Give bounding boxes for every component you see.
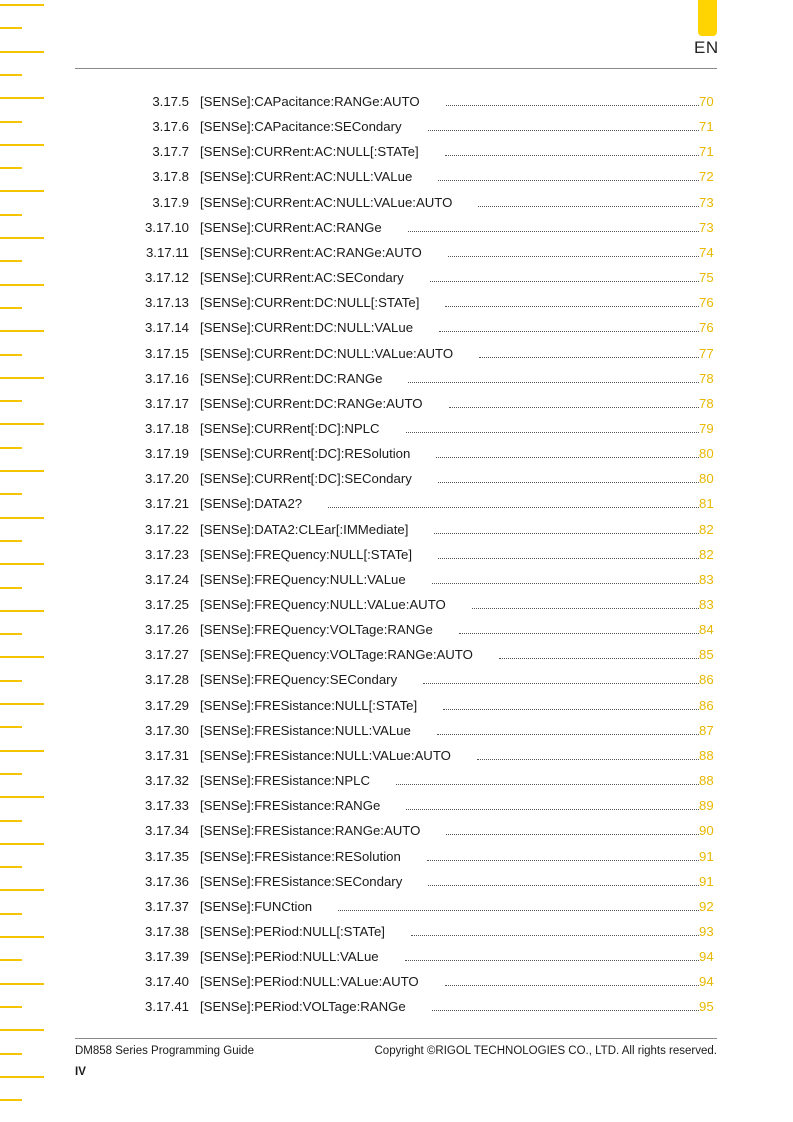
toc-entry-page[interactable]: 87 [699, 722, 714, 738]
toc-entry-page[interactable]: 79 [699, 420, 714, 436]
toc-dot-leader [432, 1010, 699, 1011]
footer-doc-title: DM858 Series Programming Guide [75, 1045, 254, 1057]
toc-entry-number: 3.17.34 [145, 823, 189, 839]
toc-dot-leader [423, 683, 699, 684]
toc-entry-page[interactable]: 73 [699, 194, 714, 210]
footer-copyright: Copyright ©RIGOL TECHNOLOGIES CO., LTD. All rights reserved. [374, 1045, 717, 1057]
toc-entry-title[interactable]: [SENSe]:FREQuency:NULL:VALue:AUTO [200, 597, 446, 612]
toc-entry-number: 3.17.39 [145, 949, 189, 965]
toc-entry[interactable] [0, 317, 793, 339]
toc-entry-title[interactable]: [SENSe]:CURRent:AC:NULL:VALue [200, 169, 413, 185]
toc-entry-number: 3.17.5 [152, 94, 189, 109]
toc-dot-leader [406, 809, 699, 810]
toc-dot-leader [396, 784, 699, 785]
toc-dot-leader [445, 155, 699, 156]
toc-entry-title[interactable]: [SENSe]:CURRent:AC:NULL:VALue:AUTO [200, 194, 453, 210]
toc-entry-number: 3.17.33 [145, 798, 189, 814]
ruler-tick [0, 214, 22, 216]
ruler-tick [0, 74, 22, 76]
toc-entry-page[interactable]: 91 [699, 873, 714, 889]
toc-entry-number: 3.17.9 [152, 194, 189, 210]
toc-entry-number: 3.17.16 [145, 370, 189, 386]
toc-dot-leader [439, 331, 699, 332]
toc-entry-number: 3.17.41 [145, 999, 189, 1015]
toc-entry[interactable] [0, 493, 793, 515]
toc-entry-title[interactable]: [SENSe]:FRESistance:NPLC [200, 773, 371, 789]
toc-entry-page[interactable]: 82 [699, 521, 714, 537]
toc-entry-number: 3.17.37 [145, 898, 189, 914]
toc-entry-title[interactable]: [SENSe]:CAPacitance:SECondary [200, 119, 402, 135]
toc-entry[interactable] [0, 971, 793, 993]
ruler-tick [0, 843, 44, 845]
toc-entry-title[interactable]: [SENSe]:FREQuency:NULL[:STATe] [200, 546, 413, 562]
toc-entry-title[interactable]: [SENSe]:PERiod:VOLTage:RANGe [200, 999, 406, 1015]
toc-dot-leader [448, 256, 699, 257]
toc-entry[interactable] [0, 820, 793, 842]
toc-entry-page[interactable]: 94 [699, 974, 714, 990]
toc-entry-number: 3.17.26 [145, 622, 189, 638]
toc-entry-title[interactable]: [SENSe]:PERiod:NULL[:STATe] [200, 923, 385, 939]
toc-dot-leader [405, 960, 699, 961]
toc-entry[interactable] [0, 443, 793, 465]
toc-entry-title[interactable]: [SENSe]:FREQuency:VOLTage:RANGe:AUTO [200, 647, 473, 663]
toc-entry-page[interactable]: 88 [699, 747, 714, 763]
toc-dot-leader [432, 583, 699, 584]
toc-dot-leader [438, 558, 699, 559]
toc-entry-page[interactable]: 72 [699, 169, 714, 185]
toc-entry-number: 3.17.30 [145, 722, 189, 738]
toc-entry-number: 3.17.21 [145, 496, 189, 512]
toc-dot-leader [438, 482, 699, 483]
toc-entry-page[interactable]: 86 [699, 697, 714, 713]
toc-entry-number: 3.17.8 [152, 169, 189, 185]
toc-entry-title[interactable]: [SENSe]:DATA2:CLEar[:IMMediate] [200, 521, 409, 537]
toc-entry-number: 3.17.19 [145, 446, 189, 462]
toc-entry-page[interactable]: 81 [699, 496, 714, 512]
toc-entry-page[interactable]: 86 [699, 672, 714, 688]
toc-entry-number: 3.17.14 [145, 320, 189, 336]
language-tab-marker [698, 0, 717, 36]
ruler-tick [0, 1076, 44, 1078]
toc-dot-leader [427, 860, 699, 861]
toc-entry-page[interactable]: 77 [699, 345, 714, 361]
toc-entry-title[interactable]: [SENSe]:FREQuency:VOLTage:RANGe [200, 622, 433, 638]
toc-entry[interactable] [0, 770, 793, 792]
toc-entry-title[interactable]: [SENSe]:FRESistance:NULL[:STATe] [200, 697, 418, 713]
toc-dot-leader [411, 935, 699, 936]
toc-dot-leader [449, 407, 699, 408]
toc-entry-title[interactable]: [SENSe]:DATA2? [200, 496, 303, 512]
toc-entry-title[interactable]: [SENSe]:FUNCtion [200, 898, 313, 914]
toc-entry[interactable] [0, 166, 793, 188]
toc-entry-title[interactable]: [SENSe]:CURRent:DC:RANGe:AUTO [200, 395, 423, 411]
toc-entry-title[interactable]: [SENSe]:FRESistance:SECondary [200, 873, 403, 889]
toc-entry[interactable] [0, 921, 793, 943]
toc-entry-title[interactable]: [SENSe]:FRESistance:NULL:VALue:AUTO [200, 747, 451, 763]
toc-entry[interactable] [0, 343, 793, 365]
ruler-tick [0, 51, 44, 53]
toc-entry-page[interactable]: 76 [699, 295, 714, 311]
toc-entry[interactable] [0, 116, 793, 138]
toc-entry[interactable] [0, 141, 793, 163]
toc-entry-number: 3.17.25 [145, 597, 189, 612]
toc-entry-number: 3.17.11 [145, 244, 189, 260]
toc-entry-page[interactable]: 78 [699, 370, 714, 386]
toc-entry-title[interactable]: [SENSe]:FRESistance:RESolution [200, 848, 401, 864]
toc-entry-number: 3.17.17 [145, 395, 189, 411]
toc-entry-page[interactable]: 83 [699, 571, 714, 587]
toc-entry-page[interactable]: 92 [699, 898, 714, 914]
toc-dot-leader [406, 432, 699, 433]
toc-entry[interactable] [0, 91, 793, 113]
toc-entry-page[interactable]: 88 [699, 773, 714, 789]
toc-entry[interactable] [0, 192, 793, 214]
toc-dot-leader [428, 885, 699, 886]
toc-entry-title[interactable]: [SENSe]:CURRent[:DC]:SECondary [200, 471, 412, 487]
toc-entry-title[interactable]: [SENSe]:PERiod:NULL:VALue:AUTO [200, 974, 419, 990]
toc-entry-title[interactable]: [SENSe]:CAPacitance:RANGe:AUTO [200, 94, 420, 109]
language-label: EN [694, 38, 719, 57]
toc-dot-leader [446, 105, 699, 106]
toc-dot-leader [438, 180, 699, 181]
ruler-tick [0, 1053, 22, 1055]
toc-entry-page[interactable]: 76 [699, 320, 714, 336]
toc-entry[interactable] [0, 217, 793, 239]
toc-entry-title[interactable]: [SENSe]:CURRent:AC:RANGe [200, 219, 382, 235]
toc-entry-number: 3.17.38 [145, 923, 189, 939]
toc-entry[interactable] [0, 544, 793, 566]
toc-dot-leader [443, 709, 699, 710]
toc-entry-page[interactable]: 80 [699, 446, 714, 462]
toc-entry[interactable] [0, 418, 793, 440]
toc-entry-number: 3.17.10 [145, 219, 189, 235]
toc-dot-leader [445, 985, 699, 986]
toc-entry-number: 3.17.31 [145, 747, 189, 763]
toc-dot-leader [437, 734, 699, 735]
toc-entry[interactable] [0, 695, 793, 717]
toc-entry[interactable] [0, 242, 793, 264]
toc-entry-title[interactable]: [SENSe]:CURRent:DC:NULL:VALue:AUTO [200, 345, 454, 361]
toc-entry[interactable] [0, 720, 793, 742]
toc-dot-leader [328, 507, 699, 508]
toc-dot-leader [446, 834, 699, 835]
toc-dot-leader [459, 633, 699, 634]
toc-entry[interactable] [0, 619, 793, 641]
toc-entry-title[interactable]: [SENSe]:CURRent[:DC]:NPLC [200, 420, 380, 436]
toc-entry-number: 3.17.7 [152, 144, 189, 160]
toc-entry-page[interactable]: 82 [699, 546, 714, 562]
toc-entry-number: 3.17.27 [145, 647, 189, 663]
toc-entry-page[interactable]: 83 [699, 597, 714, 612]
toc-entry-page[interactable]: 95 [699, 999, 714, 1015]
toc-entry-page[interactable]: 90 [699, 823, 714, 839]
toc-entry-page[interactable]: 84 [699, 622, 714, 638]
toc-entry-page[interactable]: 71 [699, 144, 714, 160]
toc-entry-page[interactable]: 71 [699, 119, 714, 135]
toc-entry-number: 3.17.28 [145, 672, 189, 688]
toc-entry-title[interactable]: [SENSe]:CURRent:AC:SECondary [200, 270, 404, 286]
toc-entry[interactable] [0, 946, 793, 968]
toc-entry-page[interactable]: 75 [699, 270, 714, 286]
ruler-tick [0, 4, 44, 6]
toc-entry-page[interactable]: 89 [699, 798, 714, 814]
toc-entry-title[interactable]: [SENSe]:FRESistance:RANGe [200, 798, 381, 814]
toc-entry-number: 3.17.24 [145, 571, 189, 587]
toc-entry-number: 3.17.29 [145, 697, 189, 713]
toc-dot-leader [428, 130, 699, 131]
footer-rule [75, 1038, 717, 1039]
toc-entry-number: 3.17.20 [145, 471, 189, 487]
toc-dot-leader [472, 608, 699, 609]
toc-dot-leader [479, 357, 699, 358]
toc-entry-page[interactable]: 80 [699, 471, 714, 487]
toc-entry-title[interactable]: [SENSe]:CURRent[:DC]:RESolution [200, 446, 411, 462]
toc-entry[interactable] [0, 996, 793, 1018]
toc-entry[interactable] [0, 745, 793, 767]
toc-entry-page[interactable]: 94 [699, 949, 714, 965]
toc-entry-page[interactable]: 78 [699, 395, 714, 411]
toc-entry-number: 3.17.15 [145, 345, 189, 361]
ruler-tick [0, 27, 22, 29]
toc-dot-leader [434, 533, 699, 534]
toc-dot-leader [436, 457, 699, 458]
toc-entry-page[interactable]: 85 [699, 647, 714, 663]
toc-dot-leader [478, 206, 699, 207]
header-rule [75, 68, 717, 69]
toc-dot-leader [338, 910, 699, 911]
toc-entry[interactable] [0, 519, 793, 541]
toc-dot-leader [445, 306, 699, 307]
toc-entry-page[interactable]: 73 [699, 219, 714, 235]
toc-entry-number: 3.17.22 [145, 521, 189, 537]
toc-entry[interactable] [0, 569, 793, 591]
toc-dot-leader [408, 382, 699, 383]
toc-entry-number: 3.17.35 [145, 848, 189, 864]
toc-entry-title[interactable]: [SENSe]:CURRent:DC:NULL[:STATe] [200, 295, 420, 311]
toc-entry-title[interactable]: [SENSe]:FRESistance:RANGe:AUTO [200, 823, 421, 839]
toc-entry-number: 3.17.12 [145, 270, 189, 286]
toc-entry-title[interactable]: [SENSe]:CURRent:DC:RANGe [200, 370, 383, 386]
toc-entry[interactable] [0, 594, 793, 616]
footer-page-number: IV [75, 1066, 86, 1078]
toc-dot-leader [499, 658, 699, 659]
toc-dot-leader [408, 231, 699, 232]
toc-entry-title[interactable]: [SENSe]:CURRent:AC:RANGe:AUTO [200, 244, 422, 260]
toc-entry[interactable] [0, 292, 793, 314]
toc-dot-leader [430, 281, 699, 282]
toc-entry-number: 3.17.23 [145, 546, 189, 562]
toc-entry[interactable] [0, 644, 793, 666]
toc-entry[interactable] [0, 669, 793, 691]
toc-entry[interactable] [0, 468, 793, 490]
toc-entry-title[interactable]: [SENSe]:CURRent:DC:NULL:VALue [200, 320, 414, 336]
toc-entry-number: 3.17.36 [145, 873, 189, 889]
toc-entry-number: 3.17.6 [152, 119, 189, 135]
toc-entry[interactable] [0, 393, 793, 415]
toc-dot-leader [477, 759, 699, 760]
toc-entry-number: 3.17.18 [145, 420, 189, 436]
toc-entry[interactable] [0, 846, 793, 868]
toc-entry[interactable] [0, 368, 793, 390]
toc-entry[interactable] [0, 267, 793, 289]
toc-entry-page[interactable]: 91 [699, 848, 714, 864]
toc-entry-number: 3.17.13 [145, 295, 189, 311]
toc-entry[interactable] [0, 871, 793, 893]
toc-entry-page[interactable]: 70 [699, 94, 714, 109]
toc-entry-number: 3.17.32 [145, 773, 189, 789]
toc-entry-title[interactable]: [SENSe]:CURRent:AC:NULL[:STATe] [200, 144, 419, 160]
toc-entry-title[interactable]: [SENSe]:FREQuency:NULL:VALue [200, 571, 406, 587]
toc-entry-number: 3.17.40 [145, 974, 189, 990]
toc-entry-title[interactable]: [SENSe]:FRESistance:NULL:VALue [200, 722, 411, 738]
toc-entry[interactable] [0, 795, 793, 817]
ruler-tick [0, 1099, 22, 1101]
toc-entry-title[interactable]: [SENSe]:PERiod:NULL:VALue [200, 949, 379, 965]
toc-entry-page[interactable]: 93 [699, 923, 714, 939]
toc-entry-page[interactable]: 74 [699, 244, 714, 260]
ruler-tick [0, 1029, 44, 1031]
toc-entry[interactable] [0, 896, 793, 918]
toc-entry-title[interactable]: [SENSe]:FREQuency:SECondary [200, 672, 398, 688]
